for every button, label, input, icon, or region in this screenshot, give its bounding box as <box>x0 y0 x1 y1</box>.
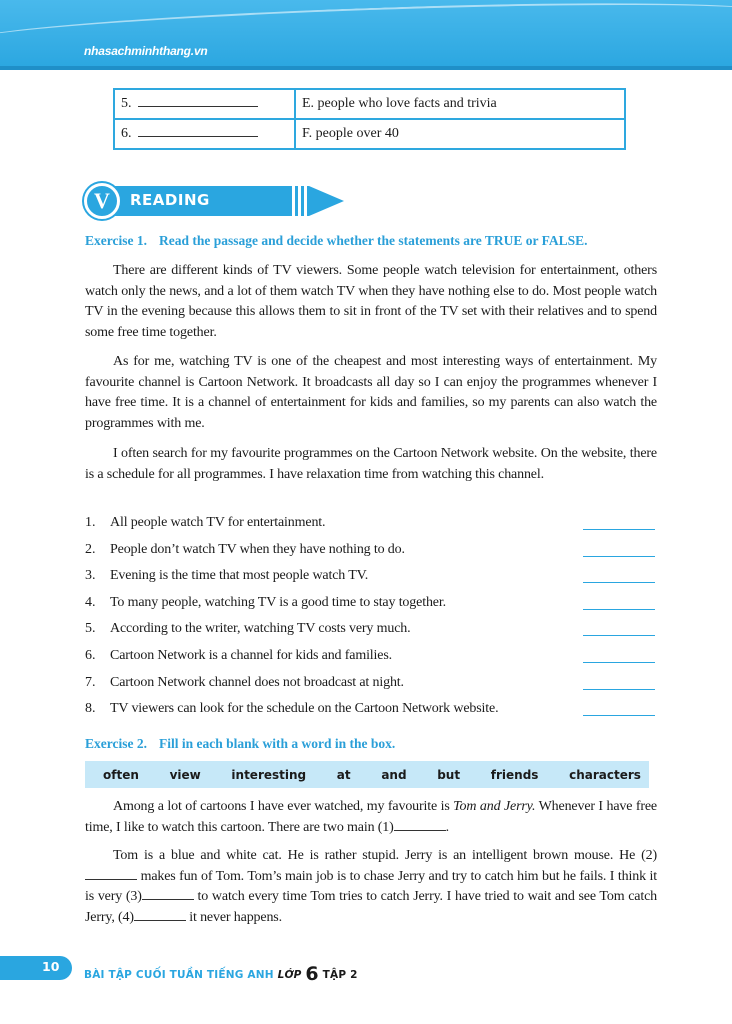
section-number-badge: V <box>84 183 120 219</box>
grade-label: LỚP <box>277 969 302 981</box>
answer-line[interactable] <box>583 662 655 663</box>
exercise1-instruction: Read the passage and decide whether the statements are TRUE or FALSE. <box>158 233 588 248</box>
statement-index: 6. <box>85 647 96 663</box>
exercise2-instruction: Fill in each blank with a word in the box. <box>158 736 396 751</box>
word-option: interesting <box>231 767 307 782</box>
list-item <box>85 619 657 646</box>
list-item <box>85 646 657 673</box>
blank-1[interactable] <box>394 830 446 831</box>
answer-line[interactable] <box>583 556 655 557</box>
grade-number: 6 <box>305 963 319 985</box>
book-title <box>84 961 358 983</box>
page-header <box>0 0 732 70</box>
statement-index: 5. <box>85 621 96 637</box>
header-divider <box>0 66 732 70</box>
word-box <box>85 761 649 788</box>
passage-paragraph-2: As for me, watching TV is one of the cheapest and most interesting ways of entertainment. My favourite channel is Cartoon Network. It broadcasts all day so I can enjoy the programmes whenever I have free time. It is a channel of entertainment for kids and families, so my parents can also watch the programmes with me. <box>85 354 657 431</box>
page-footer <box>0 956 732 985</box>
book-title-text: BÀI TẬP CUỐI TUẦN TIẾNG ANH <box>84 969 274 981</box>
answer-blank[interactable] <box>138 136 258 137</box>
statement-text: Cartoon Network is a channel for kids and families. <box>110 647 392 663</box>
word-option: friends <box>490 767 539 782</box>
statement-index: 4. <box>85 594 96 610</box>
page-number: 10 <box>42 959 60 974</box>
table-cell-number <box>114 119 295 149</box>
statement-text: All people watch TV for entertainment. <box>110 515 326 530</box>
cloze-paragraph-2 <box>85 846 657 928</box>
list-item <box>85 673 657 700</box>
cloze-text: Tom is a blue and white cat. He is rather stupid. Jerry is an intelligent brown mouse. He (2) <box>113 848 657 863</box>
cartoon-title: Tom and Jerry. <box>453 799 536 814</box>
statement-index: 2. <box>85 541 96 557</box>
answer-line[interactable] <box>583 715 655 716</box>
list-item <box>85 513 657 540</box>
cloze-text: . <box>445 819 450 835</box>
banner-arrow-tip <box>309 186 344 216</box>
cloze-text: to watch every time Tom tries to catch Jerry. I have tried to wait and see Tom catch Jerry, (4) <box>85 889 657 925</box>
cloze-text: Whenever I have free time, I like to watch this cartoon. There are two main (1) <box>85 799 657 835</box>
exercise1-number: Exercise 1. <box>85 233 147 248</box>
statement-index: 7. <box>85 674 96 690</box>
statement-text: TV viewers can look for the schedule on the Cartoon Network website. <box>110 701 499 717</box>
list-item <box>85 540 657 567</box>
answer-line[interactable] <box>583 635 655 636</box>
word-option: view <box>169 767 201 782</box>
blank-2[interactable] <box>85 879 137 880</box>
statement-text: To many people, watching TV is a good time to stay together. <box>110 594 446 610</box>
table-cell-option: F. people over 40 <box>295 119 625 149</box>
row-number: 5. <box>121 96 132 111</box>
cloze-paragraph-1 <box>85 797 657 838</box>
table-row <box>114 89 625 119</box>
passage-paragraph-1: There are different kinds of TV viewers. Some people watch television for entertainment, others watch only the news, and a lot of them watch TV when they have nothing else to do. Most people watch TV in the evening because this allows them to sit in front of the TV set with their relatives and to spend some free time together. <box>85 263 657 340</box>
table-row <box>114 119 625 149</box>
matching-table <box>113 88 626 150</box>
section-banner <box>84 183 344 219</box>
site-url: nhasachminhthang.vn <box>84 44 208 58</box>
cloze-text: Among a lot of cartoons I have ever watched, my favourite is <box>113 799 454 814</box>
statement-text: Cartoon Network channel does not broadcast at night. <box>110 674 404 690</box>
exercise2-heading <box>85 736 395 752</box>
statement-index: 3. <box>85 568 96 584</box>
section-title: READING <box>130 191 210 209</box>
answer-line[interactable] <box>583 609 655 610</box>
list-item <box>85 699 657 726</box>
answer-line[interactable] <box>583 582 655 583</box>
word-option: but <box>437 767 461 782</box>
word-option: at <box>336 767 351 782</box>
passage-paragraph-3: I often search for my favourite programmes on the Cartoon Network website. On the website, there is a schedule for all programmes. I have relaxation time from watching this channel. <box>85 446 657 482</box>
statement-index: 8. <box>85 701 96 717</box>
exercise1-heading <box>85 233 587 249</box>
word-option: and <box>381 767 407 782</box>
volume-label: TẬP 2 <box>322 969 358 981</box>
word-option: characters <box>569 767 641 782</box>
table-cell-number <box>114 89 295 119</box>
list-item <box>85 593 657 620</box>
true-false-statements <box>85 513 657 726</box>
exercise2-number: Exercise 2. <box>85 736 147 751</box>
page-number-tab <box>0 956 72 980</box>
blank-4[interactable] <box>134 920 186 921</box>
cloze-text: makes fun of Tom. Tom’s main job is to chase Jerry and try to catch him but he fails. I think it is very (3) <box>85 868 657 904</box>
table-cell-option: E. people who love facts and trivia <box>295 89 625 119</box>
word-option: often <box>103 767 139 782</box>
statement-text: According to the writer, watching TV costs very much. <box>110 621 411 637</box>
banner-ribs <box>289 186 309 216</box>
answer-blank[interactable] <box>138 106 258 107</box>
answer-line[interactable] <box>583 689 655 690</box>
statement-text: Evening is the time that most people watch TV. <box>110 568 369 584</box>
answer-line[interactable] <box>583 529 655 530</box>
statement-text: People don’t watch TV when they have nothing to do. <box>110 541 405 557</box>
statement-index: 1. <box>85 515 96 530</box>
row-number: 6. <box>121 126 132 141</box>
cloze-text: it never happens. <box>185 909 282 925</box>
blank-3[interactable] <box>142 899 194 900</box>
list-item <box>85 566 657 593</box>
